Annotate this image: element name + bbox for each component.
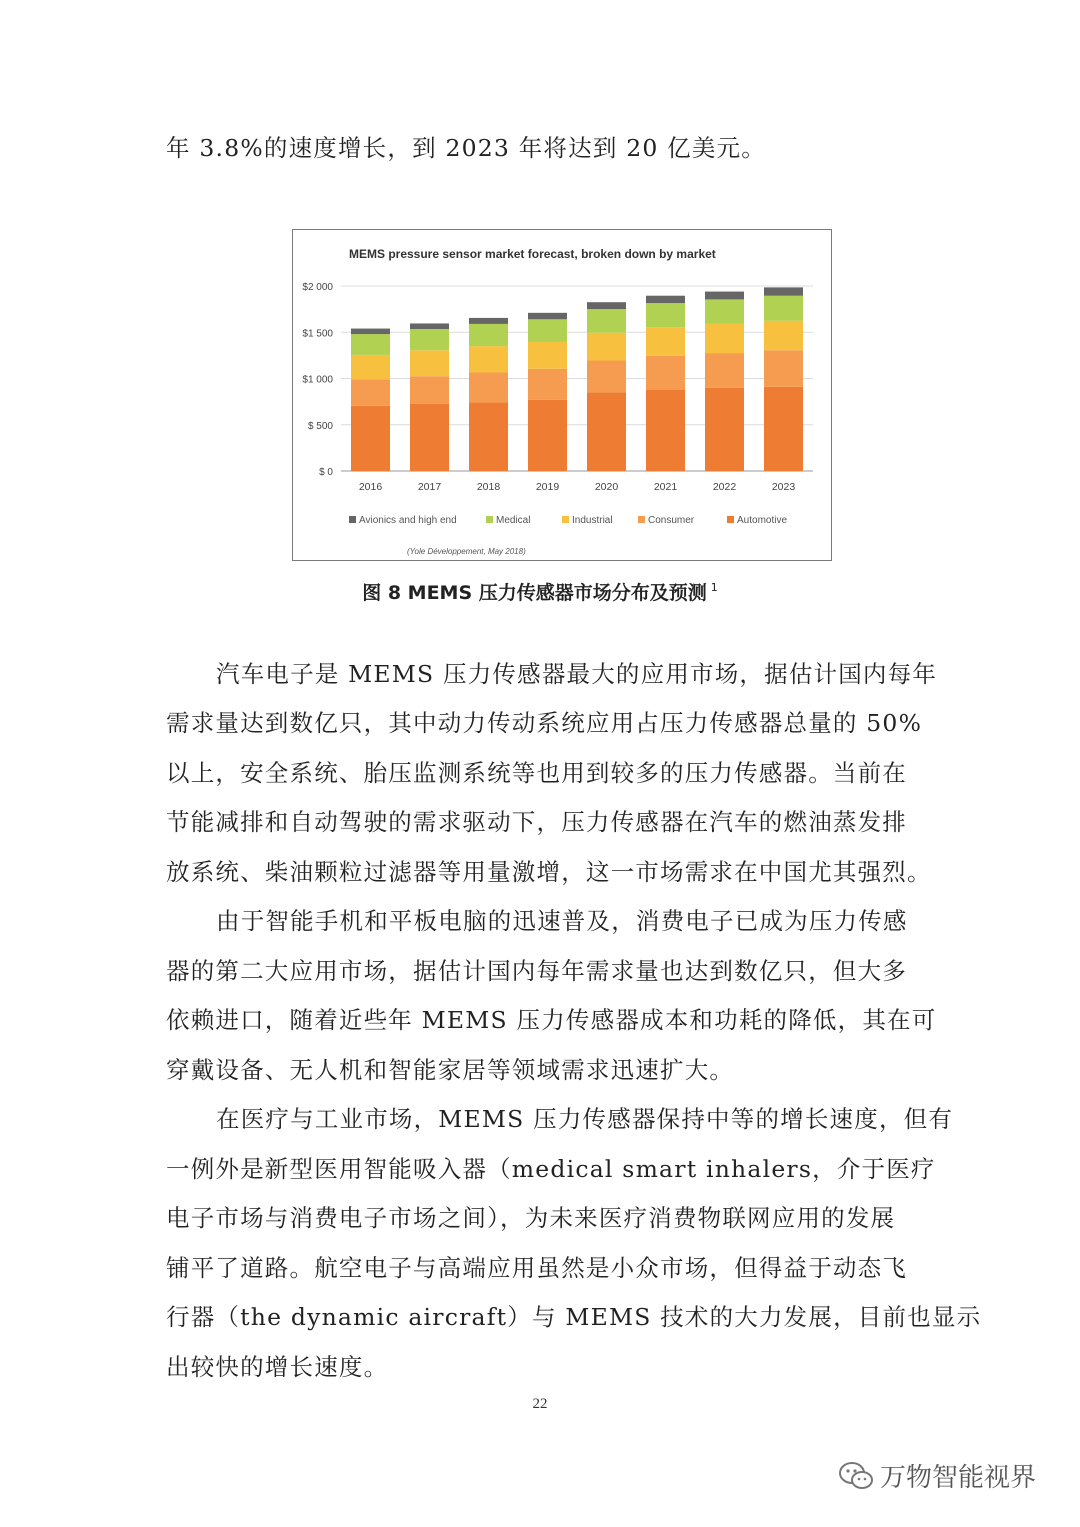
bar-segment-consumer [528,369,567,400]
legend-label: Consumer [648,515,695,526]
bar-segment-avionics-and-high-end [646,296,685,303]
text-line: 在医疗与工业市场，MEMS 压力传感器保持中等的增长速度，但有 [216,1105,954,1133]
text-line: 以上，安全系统、胎压监测系统等也用到较多的压力传感器。当前在 [166,759,907,787]
bar-segment-automotive [705,388,744,471]
bar-segment-consumer [469,372,508,402]
y-tick-label: $ 500 [307,420,333,432]
bar-segment-medical [764,296,803,321]
bar-segment-automotive [528,400,567,471]
bar-segment-medical [587,309,626,333]
legend-swatch [562,516,569,523]
bar-segment-industrial [587,333,626,361]
bar-segment-industrial [646,327,685,356]
bar-segment-automotive [351,406,390,471]
bar-segment-avionics-and-high-end [410,323,449,329]
chart-source: (Yole Développement, May 2018) [407,547,526,556]
text-line: 依赖进口，随着近些年 MEMS 压力传感器成本和功耗的降低，其在可 [166,1006,937,1034]
bar-segment-consumer [410,376,449,404]
x-tick-label: 2023 [771,481,796,493]
y-tick-label: $1 500 [302,328,333,340]
bar-segment-automotive [587,392,626,471]
bar-segment-automotive [410,404,449,471]
legend-swatch [486,516,493,523]
text-line: 需求量达到数亿只，其中动力传动系统应用占压力传感器总量的 50% [166,709,923,737]
bar-segment-avionics-and-high-end [705,292,744,300]
text-line: 节能减排和自动驾驶的需求驱动下，压力传感器在汽车的燃油蒸发排 [166,808,907,836]
page-number: 22 [532,1396,548,1412]
legend-swatch [727,516,734,523]
chart-title: MEMS pressure sensor market forecast, broken down by market [349,247,716,261]
legend-label: Avionics and high end [359,515,457,526]
legend-label: Medical [496,515,531,526]
bar-segment-consumer [646,356,685,390]
stacked-bar-chart [293,230,831,560]
watermark-text: 万物智能视界 [880,1463,1037,1493]
x-tick-label: 2019 [535,481,560,493]
chart-figure [292,229,832,561]
legend-label: Automotive [737,515,788,526]
text-line: 行器（the dynamic aircraft）与 MEMS 技术的大力发展，目前也显示 [166,1303,982,1331]
bar-segment-medical [351,334,390,355]
wechat-icon [838,1461,874,1491]
bar-segment-automotive [469,403,508,471]
x-tick-label: 2018 [476,481,501,493]
x-tick-label: 2016 [358,481,383,493]
bar-segment-automotive [646,390,685,471]
bar-segment-avionics-and-high-end [351,329,390,335]
bar-segment-medical [705,299,744,324]
bar-segment-industrial [764,321,803,351]
y-tick-label: $2 000 [302,282,333,293]
text-line: 器的第二大应用市场，据估计国内每年需求量也达到数亿只，但大多 [166,957,907,985]
legend-swatch [638,516,645,523]
bar-segment-consumer [351,379,390,405]
bar-segment-industrial [351,355,390,380]
bar-segment-medical [528,319,567,342]
bar-segment-consumer [587,360,626,392]
figure-caption [0,578,1080,605]
x-tick-label: 2021 [653,481,678,493]
y-tick-label: $ 0 [319,467,333,478]
bar-segment-avionics-and-high-end [469,318,508,324]
bar-segment-avionics-and-high-end [764,287,803,295]
text-line: 穿戴设备、无人机和智能家居等领域需求迅速扩大。 [166,1056,735,1084]
x-tick-label: 2022 [712,481,737,493]
caption-text: 图 8 MEMS 压力传感器市场分布及预测 [362,582,707,604]
text-line: 铺平了道路。航空电子与高端应用虽然是小众市场，但得益于动态飞 [166,1254,907,1282]
bar-segment-avionics-and-high-end [587,302,626,309]
bar-segment-consumer [705,353,744,388]
text-line: 汽车电子是 MEMS 压力传感器最大的应用市场，据估计国内每年 [216,660,938,688]
watermark [838,1457,1036,1494]
x-tick-label: 2020 [594,481,619,493]
bar-segment-consumer [764,350,803,387]
bar-segment-medical [646,303,685,327]
bar-segment-industrial [410,350,449,376]
bar-segment-avionics-and-high-end [528,313,567,319]
bar-segment-automotive [764,387,803,471]
legend-label: Industrial [572,515,613,526]
text-line: 放系统、柴油颗粒过滤器等用量激增，这一市场需求在中国尤其强烈。 [166,858,932,886]
bar-segment-medical [410,329,449,350]
bar-segment-medical [469,324,508,346]
bar-segment-industrial [528,342,567,369]
bar-segment-industrial [705,324,744,353]
text-line: 出较快的增长速度。 [166,1353,389,1381]
legend-swatch [349,516,356,523]
text-line: 电子市场与消费电子市场之间），为未来医疗消费物联网应用的发展 [166,1204,896,1232]
footnote-mark: 1 [710,581,718,594]
text-line: 年 3.8%的速度增长，到 2023 年将达到 20 亿美元。 [166,134,766,162]
text-line: 由于智能手机和平板电脑的迅速普及，消费电子已成为压力传感 [216,907,908,935]
text-line: 一例外是新型医用智能吸入器（medical smart inhalers，介于医疗 [166,1155,936,1183]
x-tick-label: 2017 [417,481,442,493]
bar-segment-industrial [469,346,508,372]
y-tick-label: $1 000 [302,374,333,386]
